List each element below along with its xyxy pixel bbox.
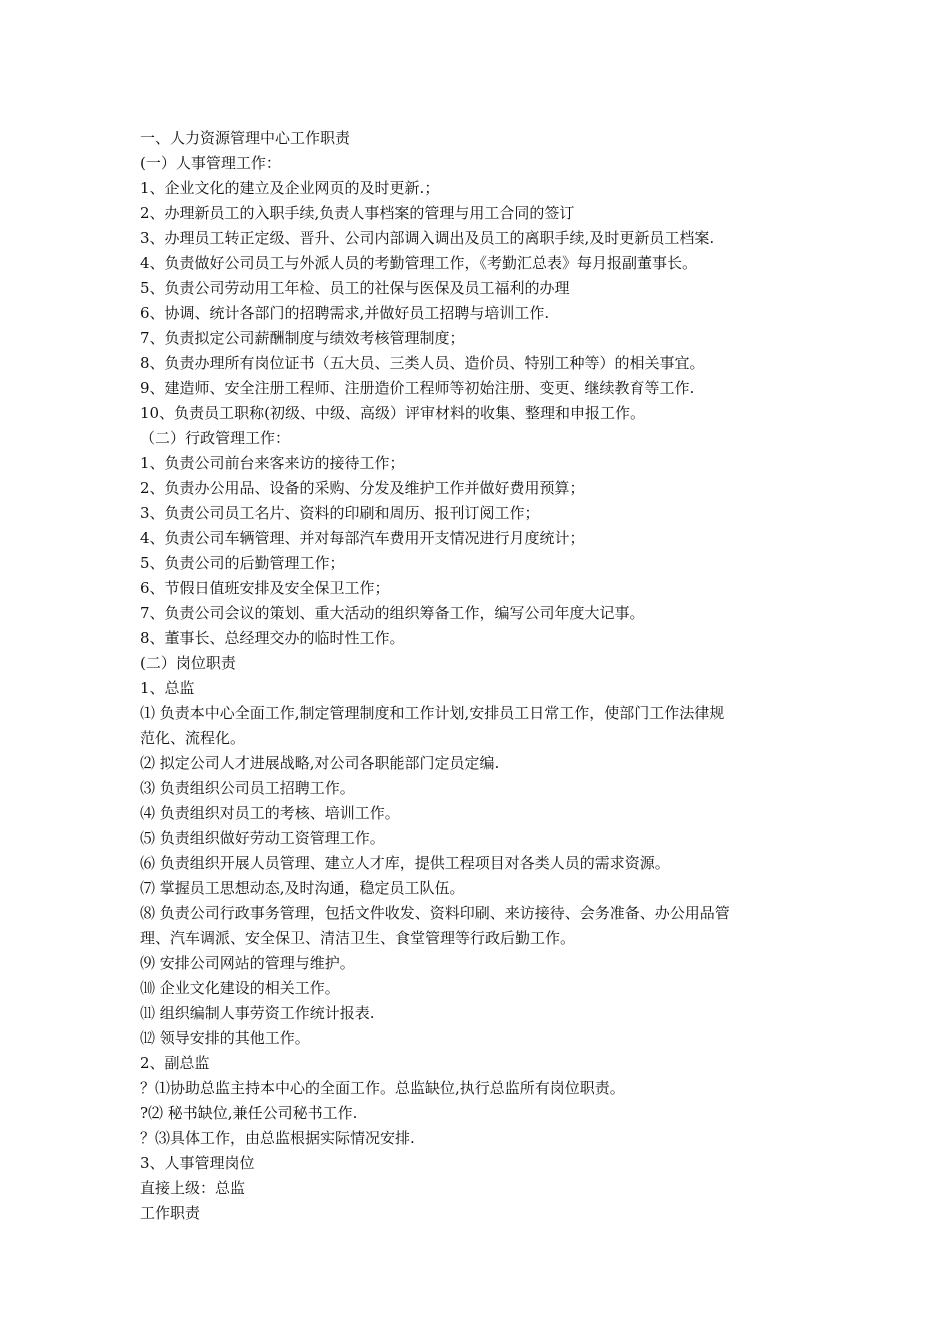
list-item: 6、节假日值班安排及安全保卫工作；: [140, 579, 390, 597]
direct-superior-line: 直接上级：总监: [140, 1179, 246, 1197]
list-item: 1、企业文化的建立及企业网页的及时更新.；: [140, 179, 440, 197]
list-item: 2、负责办公用品、设备的采购、分发及维护工作并做好费用预算；: [140, 479, 585, 497]
list-item-continuation: 理、汽车调派、安全保卫、清洁卫生、食堂管理等行政后勤工作。: [140, 929, 576, 947]
list-item: ⑽ 企业文化建设的相关工作。: [140, 979, 340, 997]
section-heading-hr-center: 一、人力资源管理中心工作职责: [140, 129, 351, 147]
list-item: 10、负责员工职称(初级、中级、高级）评审材料的收集、整理和申报工作。: [140, 404, 645, 422]
list-item: 2、办理新员工的入职手续,负责人事档案的管理与用工合同的签订: [140, 204, 575, 222]
list-item: ⑼ 安排公司网站的管理与维护。: [140, 954, 355, 972]
list-item: 3、办理员工转正定级、晋升、公司内部调入调出及员工的离职手续,及时更新员工档案.: [140, 229, 715, 247]
list-item: ⑶ 负责组织公司员工招聘工作。: [140, 779, 355, 797]
list-item: ？⑶具体工作，由总监根据实际情况安排.: [140, 1129, 415, 1147]
list-item: 8、负责办理所有岗位证书（五大员、三类人员、造价员、特别工种等）的相关事宜。: [140, 354, 705, 372]
list-item: 1、负责公司前台来客来访的接待工作；: [140, 454, 405, 472]
list-item: 4、负责公司车辆管理、并对每部汽车费用开支情况进行月度统计；: [140, 529, 585, 547]
list-item: 8、董事长、总经理交办的临时性工作。: [140, 629, 405, 647]
list-item: ⑾ 组织编制人事劳资工作统计报表.: [140, 1004, 375, 1022]
list-item: 7、负责拟定公司薪酬制度与绩效考核管理制度；: [140, 329, 465, 347]
list-item: ⑷ 负责组织对员工的考核、培训工作。: [140, 804, 400, 822]
list-item-continuation: 范化、流程化。: [140, 729, 246, 747]
list-item: ⑵ 拟定公司人才进展战略,对公司各职能部门定员定编.: [140, 754, 500, 772]
position-heading-personnel: 3、人事管理岗位: [140, 1154, 255, 1172]
list-item: ⑻ 负责公司行政事务管理，包括文件收发、资料印刷、来访接待、会务准备、办公用品管: [140, 904, 730, 922]
list-item: ？⑴协助总监主持本中心的全面工作。总监缺位,执行总监所有岗位职责。: [140, 1079, 625, 1097]
list-item: 7、负责公司会议的策划、重大活动的组织筹备工作，编写公司年度大记事。: [140, 604, 645, 622]
subsection-heading-admin: （二）行政管理工作：: [140, 429, 291, 447]
list-item: ⑹ 负责组织开展人员管理、建立人才库，提供工程项目对各类人员的需求资源。: [140, 854, 670, 872]
subsection-heading-positions: (二）岗位职责: [140, 654, 236, 672]
list-item: 5、负责公司劳动用工年检、员工的社保与医保及员工福利的办理: [140, 279, 570, 297]
document-body: [140, 126, 820, 1226]
list-item: ⑴ 负责本中心全面工作,制定管理制度和工作计划,安排员工日常工作，使部门工作法律规: [140, 704, 725, 722]
list-item: ⑿ 领导安排的其他工作。: [140, 1029, 310, 1047]
list-item: 6、协调、统计各部门的招聘需求,并做好员工招聘与培训工作.: [140, 304, 550, 322]
subsection-heading-personnel: (一）人事管理工作：: [140, 154, 281, 172]
list-item: ⑸ 负责组织做好劳动工资管理工作。: [140, 829, 385, 847]
list-item: 3、负责公司员工名片、资料的印刷和周历、报刊订阅工作；: [140, 504, 540, 522]
duties-heading: 工作职责: [140, 1204, 201, 1222]
list-item: ?⑵ 秘书缺位,兼任公司秘书工作.: [140, 1104, 358, 1122]
list-item: 5、负责公司的后勤管理工作；: [140, 554, 345, 572]
list-item: ⑺ 掌握员工思想动态,及时沟通，稳定员工队伍。: [140, 879, 465, 897]
list-item: 9、建造师、安全注册工程师、注册造价工程师等初始注册、变更、继续教育等工作.: [140, 379, 695, 397]
position-heading-director: 1、总监: [140, 679, 195, 697]
position-heading-deputy-director: 2、副总监: [140, 1054, 210, 1072]
list-item: 4、负责做好公司员工与外派人员的考勤管理工作，《考勤汇总表》每月报副董事长。: [140, 254, 698, 272]
